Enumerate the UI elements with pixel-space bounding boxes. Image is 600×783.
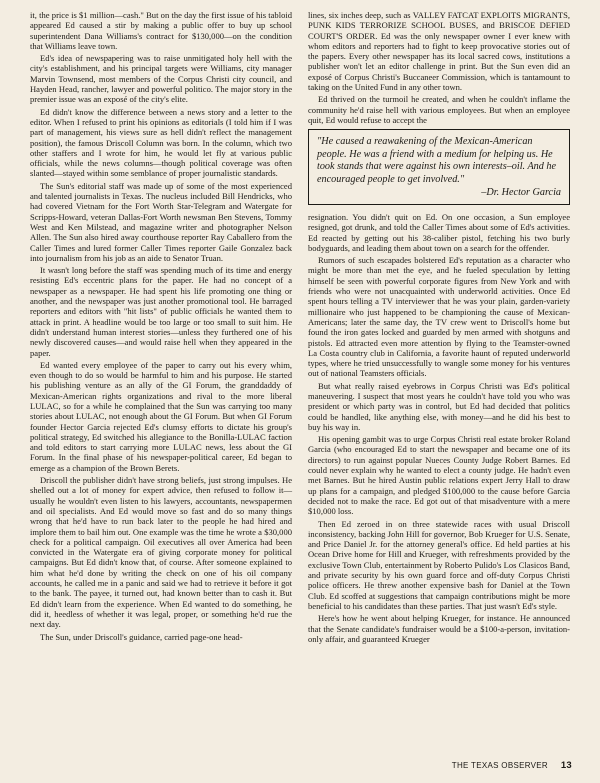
paragraph: The Sun, under Driscoll's guidance, carried page-one head- [40,631,243,642]
pull-quote-attribution: –Dr. Hector Garcia [481,186,561,198]
paragraph: The Sun's editorial staff was made up of some of the most experienced and talented journalists in Texas. The nucleus included Bill Hendricks, who had covered Vietnam for the Fort Worth Star-Telegram and Watergate for Scripps-Howard, veteran Dallas-Fort Worth newsman Ben Stevens, Tommy West and Ken Milstead, and magazine writer and photographer Nelson Allen. The Sun also hired away courthouse reporter Ray Caballero from the Caller Times and lured former Caller Times reporter Gaile Gonzalez back into journalism from his job as an aide to Senator Truan. [30,180,292,263]
page-number: 13 [560,760,572,771]
paragraph: Ed wanted every employee of the paper to carry out his every whim, even though to do so would be harmful to him and his purpose. He started his publishing venture as an ally of the GI Forum, the granddaddy of Mexican-American rights organizations and rival to the more liberal LULAC, so for a while he complained that the Sun was carrying too many stories about LULAC, not enough about the GI Forum. But when GI Forum founder Hector Garcia rejected Ed's clumsy efforts to dictate his group's political strategy, Ed switched his allegiance to the Bonilla-LULAC faction and told editors to start carrying more LULAC news, less about the GI Forum. In the final phase of his newspaper-political career, Ed began to emerge as a champion of the Brown Berets. [30,359,292,473]
paragraph: lines, six inches deep, such as VALLEY FATCAT EXPLOITS MIGRANTS, PUNK KIDS TERRORIZE SCHOOL BUSES, and BRISCOE DEFIED COURT'S ORDER. Ed was the only newspaper owner I ever knew with whom editors and reporters had to fight to keep provocative stories out of the papers. Every other newspaper has its local sacred cows, institutions a publisher won't let an editor challenge in print. But the Sun even did an exposé of Corpus Christi's Buccaneer Commission, which is tantamount to taking on the United Fund in any other town. [308,10,570,93]
publication-name: THE TEXAS OBSERVER [451,761,549,770]
right-column [308,10,570,644]
left-column [30,10,292,642]
paragraph: Ed's idea of newspapering was to raise unmitigated holy hell with the city's establishment, and his principal targets were Williams, city manager Marvin Townsend, most members of the Corpus Christi city council, and Hayden Head, rancher, lawyer and powerful politico. The major story in the premier issue was an exposé of the city's elite. [30,53,292,105]
pull-quote-text: "He caused a reawakening of the Mexican-American people. He was a friend with a medium for helping us. He took stands that were against his own interests–oil. And he encouraged people to get involved." [317,136,557,186]
paragraph: resignation. You didn't quit on Ed. On one occasion, a Sun employee resigned, got drunk, and told the Caller Times about some of Ed's activities. Ed reacted by getting out his 38-caliber pistol, fetching his two burly bodyguards, and leading them about town on a search for the offender. [308,211,570,253]
paragraph: Here's how he went about helping Krueger, for instance. He announced that the Senate candidate's fundraiser would be a $100-a-person, invitation-only affair, and guaranteed Krueger [308,613,570,644]
paragraph: It wasn't long before the staff was spending much of its time and energy resisting Ed's eccentric plans for the paper. He had no concept of a newspaper as a newspaper. He had spent his life promoting one thing or another, and the newspaper was just another promotional tool. He barraged reporters and editors with "hit lists" of public officials he wanted them to attack in print. A headline would be too large or too small to suit him. He didn't understand human interest stories—unless they furthered one of his newly discovered causes—and would raise hell when they appeared in the paper. [30,265,292,358]
paragraph: Ed didn't know the difference between a news story and a letter to the editor. When I refused to print his opinions as editorials (I told him if I was part of management, his views sure as hell didn't reflect the management position), the famous Driscoll Column was born. In the column, which two other staffers and I wrote for him, he would let fly at various public officials, while the news columns—though political coverage was often slanted—stayed within some semblance of proper journalistic standards. [30,106,292,179]
paragraph: But what really raised eyebrows in Corpus Christi was Ed's political maneuvering. I suspect that most years he couldn't have told you who was president or which party was in control, but Ed had decided that politics could be handled, like anything else, with money—and he did his best to buy his way in. [308,380,570,432]
paragraph: it, the price is $1 million—cash." But on the day the first issue of his tabloid appeared Ed caused a stir by making a public offer to buy up school superintendent Dana Williams's contract for $130,000—on the condition that Williams leave town. [30,10,292,51]
page-footer [452,760,572,771]
pull-quote [308,129,570,205]
paragraph: Driscoll the publisher didn't have strong beliefs, just strong impulses. He shelled out a lot of money for expert advice, then refused to follow it—usually he wouldn't even listen to his lawyers, accountants, newspapermen and oil specialists. And Ed would move so fast and do so many things wrong that he'd have to run back later to the people he had hired and implore them to bail him out. One example was the time he wrote a $30,000 check for a political campaign. Oil executives all over America had been convicted in the Watergate era of giving corporate money for political campaigns. But Ed didn't know that, of course. After someone explained to him what he'd done by writing the check on one of his oil company accounts, he called me in a panic and said we had to retrieve it before it got to the bank. The payee, it turned out, had known better than to cash it. But Ed didn't learn from the experience. When Ed wanted to do something, he did it, heedless of whether it was legal, proper, or something he'd rue the next day. [30,475,292,630]
paragraph: Then Ed zeroed in on three statewide races with usual Driscoll inconsistency, backing John Hill for governor, Bob Krueger for U.S. Senate, and Price Daniel Jr. for the attorney general's office. Ed held parties at his Ocean Drive home for Hill and Krueger, with refreshments provided by the exclusive Town Club, entertainment by Roberto Pulido's Los Clasicos Band, and private security by his own guard force and off-duty Corpus Christi police officers. He threw another expensive bash for Daniel at the Town Club. Ed scoffed at suggestions that campaign contributions might be more beneficial to his candidates than these parties. That just wasn't Ed's style. [308,518,570,611]
paragraph: His opening gambit was to urge Corpus Christi real estate broker Roland Garcia (who encouraged Ed to start the newspaper and became one of its directors) to run against popular Nueces County Judge Robert Barnes. Ed could never explain why he wanted to elect a county judge. He hadn't even met Barnes. But he hired Austin public relations expert Jerry Hall to draw up plans for a campaign, and pledged $100,000 to the cause before Garcia decided not to make the race. Ed got out of that misadventure with a mere $10,000 loss. [308,434,570,517]
paragraph: Rumors of such escapades bolstered Ed's reputation as a character who might be more than met the eye, and he fueled speculation by letting himself be seen with powerful corporate figures from New York and with friends who were not unacquainted with underworld activities. Once Ed spent hours telling a TV interviewer that he was your plain, garden-variety millionaire who just happened to be championing the cause of Mexican-Americans; later the same day, the TV crew went to Driscoll's home but found the iron gates locked and guarded by men armed with shotguns and pistols. Ed attracted even more attention by flying to the Teamster-owned La Costa country club in California, a favorite haunt of reputed underworld types, where he tried unsuccessfully to wangle some money for his ventures out of national Teamsters officials. [308,255,570,379]
paragraph: Ed thrived on the turmoil he created, and when he couldn't inflame the community he'd raise hell with various employees. But when an employee quit, Ed would refuse to accept the [308,94,570,125]
